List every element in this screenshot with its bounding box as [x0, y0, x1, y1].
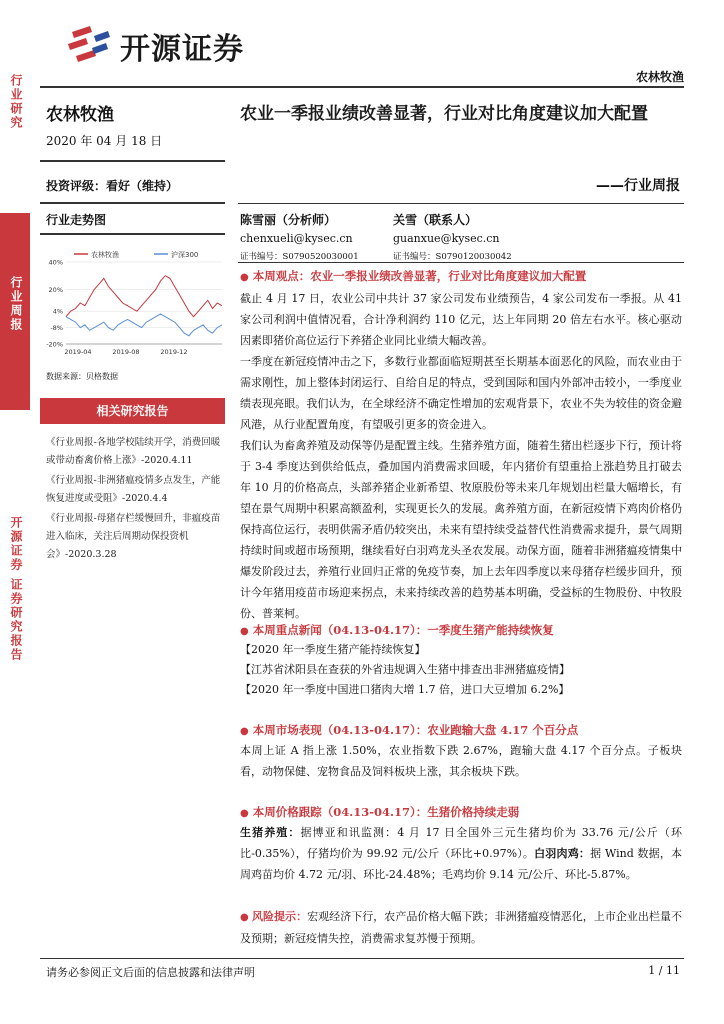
risk-body: ● 风险提示：宏观经济下行，农产品价格大幅下跌；非洲猪瘟疫情恶化，上市企业出栏量不及预期；新冠疫情失控，消费需求复苏慢于预期。: [240, 910, 683, 945]
x-tick-label: 2019-04: [64, 348, 92, 356]
view-heading: ● 本周观点：农业一季报业绩改善显著，行业对比角度建议加大配置: [240, 269, 587, 283]
page-number: 1 / 11: [648, 964, 680, 977]
sidebar-label-industry-research: 行业研究: [9, 74, 23, 130]
risk-label: 风险提示：: [251, 910, 308, 923]
x-tick-label: 2019-08: [112, 348, 140, 356]
y-tick-label: 40%: [48, 258, 63, 267]
trend-chart-title: 行业走势图: [46, 213, 107, 227]
author-divider: [238, 262, 684, 263]
chart-source: 数据来源：贝格数据: [46, 372, 118, 381]
y-tick-label: -20%: [46, 340, 63, 349]
view-paragraph: 截止 4 月 17 日，农业公司中共计 37 家公司发布业绩预告，4 家公司发布一季报。从 41 家公司利润中值情况看，合计净利润约 110 亿元，达上年同期 20 倍左右水平。核心驱动因素即猪价高位运行下养猪企业同比业绩大幅改善。: [240, 292, 682, 347]
brand-logo-icon: [64, 22, 114, 64]
legend-label: 沪深300: [171, 251, 199, 259]
market-body: 本周上证 A 指上涨 1.50%，农业指数下跌 2.67%，跑输大盘 4.17 个百分点。子板块看，动物保健、宠物食品及饲料板块上涨，其余板块下跌。: [240, 744, 682, 778]
report-type: ——行业周报: [596, 178, 680, 194]
analyst-1-cert: 证书编号：S0790520030001: [240, 252, 359, 262]
market-heading: ● 本周市场表现（04.13-04.17）：农业跑输大盘 4.17 个百分点: [240, 723, 579, 737]
report-date: 2020 年 04 月 18 日: [46, 134, 163, 148]
related-report-link[interactable]: 《行业周报-母猪存栏缓慢回升，非瘟疫苗进入临床，关注后周期动保投资机会》-2020.3.28: [46, 513, 221, 560]
price-label-broiler: 白羽肉鸡：: [534, 847, 591, 860]
footer-disclaimer: 请务必参阅正文后面的信息披露和法律声明: [46, 966, 255, 979]
header-divider: [40, 86, 684, 88]
bullet-icon: ●: [240, 912, 252, 923]
news-heading: ● 本周重点新闻（04.13-04.17）：一季度生猪产能持续恢复: [240, 623, 554, 637]
left-divider: [40, 233, 225, 235]
related-reports-header: 相关研究报告: [40, 398, 225, 424]
view-paragraph: 我们认为畜禽养殖及动保等仍是配置主线。生猪养殖方面，随着生猪出栏逐步下行，预计将于 3-4 季度达到供给低点，叠加国内消费需求回暖，年内猪价有望重拾上涨趋势且打破去年 10 月的价格高点，头部养猪企业新希望、牧原股份等未来几年规划出栏量大幅增长，有望在景气周期中积累高额盈利，实现更长久的发展。禽养殖方面，在新冠疫情下鸡肉价格仍保持高位运行，表明供需矛盾仍较突出，未来有望持续受益替代性消费需求提升，景气周期持续时间或超市场预期，继续看好白羽鸡龙头圣农发展。动保方面，随着非洲猪瘟疫情集中爆发阶段过去，养殖行业回归正常的免疫节奏，加上去年四季度以来母猪存栏缓步回升，预计今年猪用疫苗市场迎来拐点，未来持续改善的趋势基本明确，受益标的生物股份、中牧股份、普莱柯。: [240, 439, 682, 620]
price-body: 生猪养殖：据博亚和讯监测：4 月 17 日全国外三元生猪均价为 33.76 元/公斤（环比-0.35%），仔猪均价为 99.92 元/公斤（环比+0.97%）。白羽肉鸡：据 Wind 数据，本周鸡苗均价 4.72 元/羽、环比-24.48%；毛鸡均价 9.14 元/公斤、环比-5.87%。: [240, 826, 683, 881]
bullet-icon: ●: [240, 808, 249, 819]
y-tick-label: 20%: [48, 285, 63, 294]
sector-name: 农林牧渔: [46, 105, 114, 125]
x-tick-label: 2019-12: [160, 348, 188, 356]
series-line: [66, 276, 222, 317]
analyst-2-email[interactable]: guanxue@kysec.cn: [393, 232, 500, 245]
related-report-link[interactable]: 《行业周报-各地学校陆续开学，消费回暖或带动畜禽价格上涨》-2020.4.11: [46, 437, 221, 466]
news-item: 【2020 年一季度生猪产能持续恢复】: [240, 643, 426, 656]
title-divider: [238, 203, 684, 204]
analyst-2-cert: 证书编号：S0790120030042: [393, 252, 512, 262]
series-line: [66, 314, 222, 336]
sidebar-label-weekly: 行业周报: [9, 276, 23, 332]
footer-divider: [40, 958, 684, 959]
news-item: 【2020 年一季度中国进口猪肉大增 1.7 倍，进口大豆增加 6.2%】: [240, 683, 570, 696]
brand-name: 开源证券: [120, 32, 244, 67]
price-heading: ● 本周价格跟踪（04.13-04.17）：生猪价格持续走弱: [240, 805, 520, 819]
price-label-hog: 生猪养殖：: [240, 826, 301, 839]
industry-trend-chart: [40, 248, 228, 366]
report-title: 农业一季报业绩改善显著，行业对比角度建议加大配置: [240, 104, 648, 124]
bullet-icon: ●: [240, 626, 249, 637]
bullet-icon: ●: [240, 726, 249, 737]
left-divider: [40, 202, 225, 204]
legend-label: 农林牧渔: [91, 251, 119, 259]
y-tick-label: -8%: [50, 324, 63, 333]
news-item: 【江苏省沭阳县在查获的外省违规调入生猪中排查出非洲猪瘟疫情】: [240, 663, 570, 676]
bullet-icon: ●: [240, 272, 249, 283]
analyst-2-name: 关雪（联系人）: [393, 213, 478, 227]
sidebar-label-securities-report: 开源证券 证券研究报告: [9, 516, 23, 663]
header-sector-tag: 农林牧渔: [635, 70, 684, 84]
analyst-1-email[interactable]: chenxueli@kysec.cn: [240, 232, 353, 245]
investment-rating: 投资评级：看好（维持）: [46, 179, 179, 193]
y-tick-label: 4%: [52, 307, 63, 316]
related-report-link[interactable]: 《行业周报-非洲猪瘟疫情多点发生，产能恢复进度或受阻》-2020.4.4: [46, 475, 221, 504]
left-divider: [40, 160, 225, 162]
view-body: [240, 288, 682, 624]
view-paragraph: 一季度在新冠疫情冲击之下，多数行业都面临短期甚至长期基本面恶化的风险，而农业由于需求刚性，加上整体封闭运行、自给自足的特点，受到国际和国内外部冲击较小，一季度业绩表现亮眼。我们认为，在全球经济不确定性增加的宏观背景下，农业不失为较佳的资金避风港，从行业配置角度，有望吸引更多的资金进入。: [240, 355, 682, 431]
analyst-1-name: 陈雪丽（分析师）: [240, 213, 337, 227]
